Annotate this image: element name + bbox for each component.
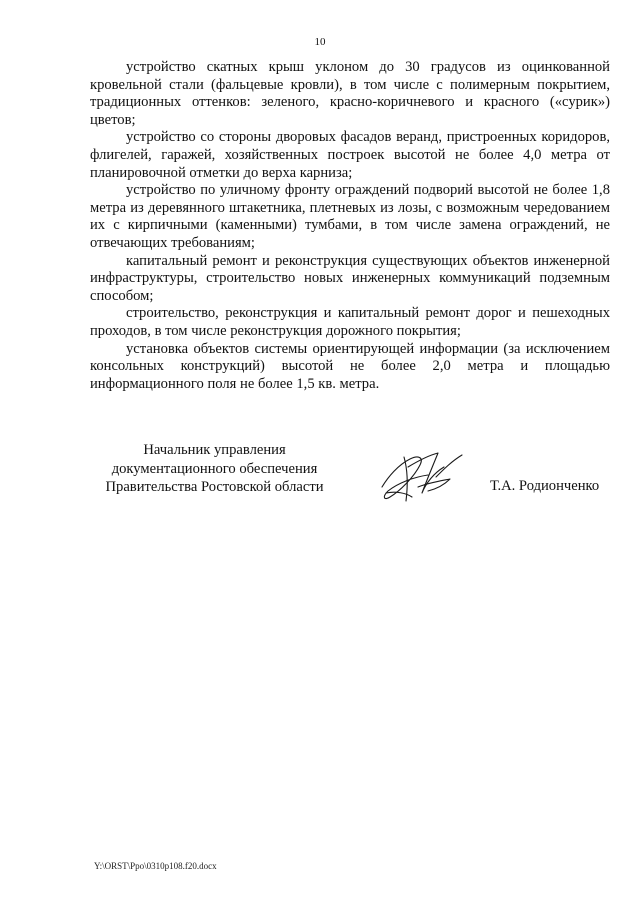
- paragraph-verandas: устройство со стороны дворовых фасадов веранд, пристроенных коридоров, флигелей, гаражей, хозяйственных построек высотой не более 4,0 метра от планировочной отметки до верха карниза;: [90, 129, 610, 181]
- paragraph-roof: устройство скатных крыш уклоном до 30 градусов из оцинкованной кровельной стали (фальцевые кровли), в том числе с полимерным покрытием, традиционных оттенков: зеленого, красно-коричневого и красного («сурик») цветов;: [90, 59, 610, 128]
- paragraph-infrastructure: капитальный ремонт и реконструкция существующих объектов инженерной инфраструктуры, строительство новых инженерных коммуникаций подземным способом;: [90, 252, 610, 304]
- signer-position-line-3: Правительства Ростовской области: [105, 479, 324, 495]
- signer-position-line-2: документационного обеспечения: [111, 460, 318, 477]
- handwritten-signature: [378, 447, 464, 507]
- signer-position: [92, 441, 337, 497]
- paragraph-roads: строительство, реконструкция и капитальный ремонт дорог и пешеходных проходов, в том числе реконструкция дорожного покрытия;: [90, 305, 610, 339]
- signer-position-line-1: Начальник управления: [143, 442, 286, 458]
- signer-name: Т.А. Родионченко: [490, 478, 600, 494]
- document-body: [90, 59, 610, 393]
- page-number: 10: [314, 36, 326, 48]
- paragraph-fences: устройство по уличному фронту ограждений подворий высотой не более 1,8 метра из деревянного штакетника, плетневых из лозы, с возможным чередованием их с кирпичными (каменными) тумбами, в том числе замена ограждений, не отвечающих требованиям;: [90, 182, 610, 251]
- file-path-footer: Y:\ORST\Ppo\0310p108.f20.docx: [94, 861, 217, 871]
- paragraph-signage: установка объектов системы ориентирующей информации (за исключением консольных конструкций) высотой не более 2,0 метра и площадью информационного поля не более 1,5 кв. метра.: [90, 340, 610, 392]
